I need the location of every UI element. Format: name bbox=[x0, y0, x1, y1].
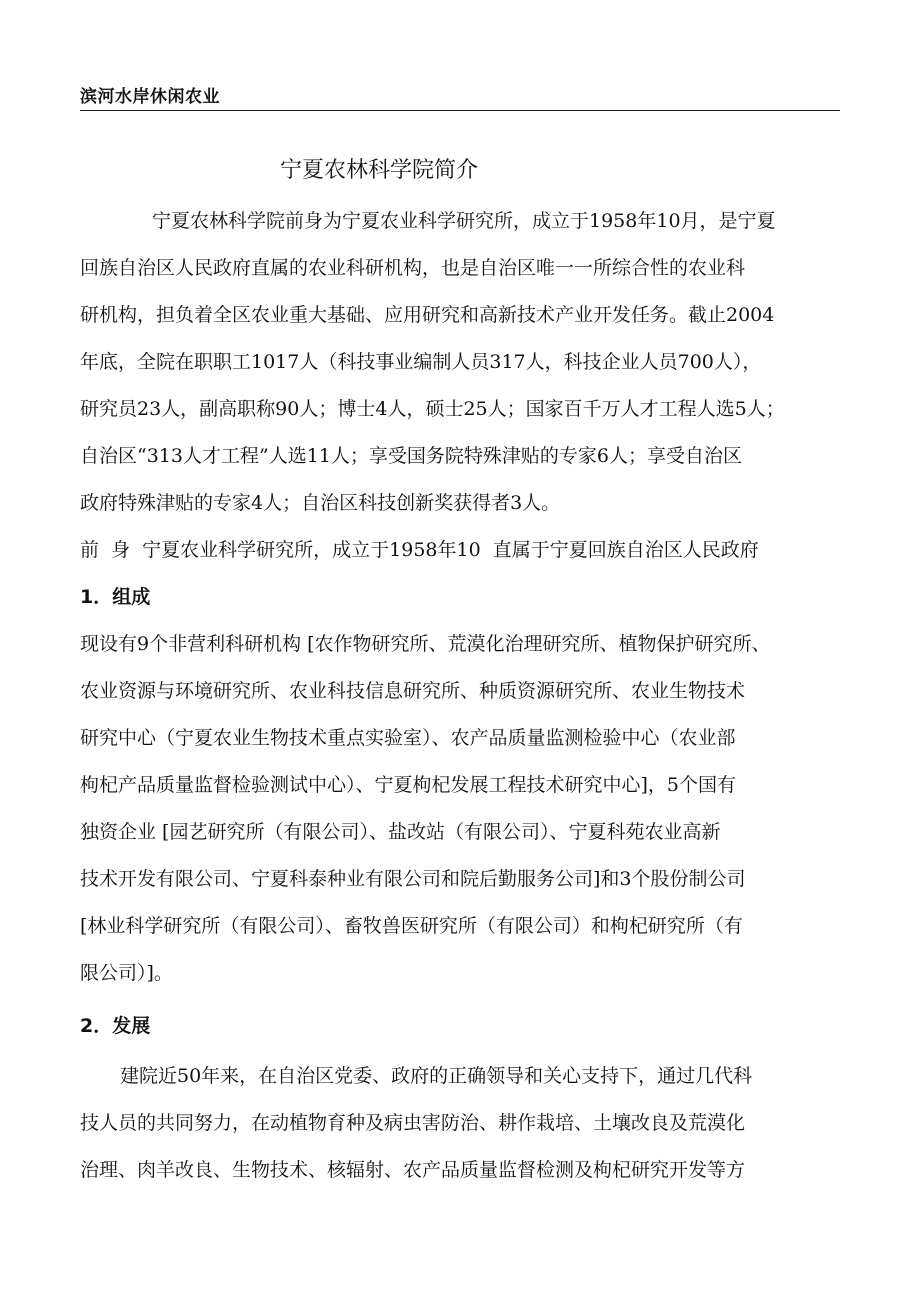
section-1-line-5: 独资企业 [园艺研究所（有限公司）、盐改站（有限公司）、宁夏科苑农业高新 bbox=[80, 821, 721, 843]
section-1-line-7: [林业科学研究所（有限公司）、畜牧兽医研究所（有限公司）和枸杞研究所（有 bbox=[80, 915, 743, 937]
header-title: 滨河水岸休闲农业 bbox=[80, 87, 220, 107]
section-2-line-1: 建院近50年来，在自治区党委、政府的正确领导和关心支持下，通过几代科 bbox=[120, 1065, 753, 1087]
section-2-heading: 2．发展 bbox=[80, 1015, 151, 1037]
intro-line-1: 宁夏农林科学院前身为宁夏农业科学研究所，成立于1958年10月，是宁夏 bbox=[152, 210, 776, 232]
section-1-line-6: 技术开发有限公司、宁夏科泰种业有限公司和院后勤服务公司]和3个股份制公司 bbox=[80, 868, 746, 890]
section-1-line-3: 研究中心（宁夏农业生物技术重点实验室）、农产品质量监测检验中心（农业部 bbox=[80, 727, 736, 749]
section-2-line-3: 治理、肉羊改良、生物技术、核辐射、农产品质量监督检测及枸杞研究开发等方 bbox=[80, 1159, 746, 1181]
intro-line-5: 研究员23人，副高职称90人；博士4人，硕士25人；国家百千万人才工程人选5人； bbox=[80, 398, 785, 420]
intro-line-2: 回族自治区人民政府直属的农业科研机构，也是自治区唯一一所综合性的农业科 bbox=[80, 257, 746, 279]
section-1-line-1: 现设有9个非营利科研机构 [农作物研究所、荒漠化治理研究所、植物保护研究所、 bbox=[80, 633, 771, 655]
document-title: 宁夏农林科学院简介 bbox=[280, 158, 479, 183]
intro-line-6: 自治区“313人才工程”人选11人；享受国务院特殊津贴的专家6人；享受自治区 bbox=[80, 445, 742, 467]
intro-line-4: 年底，全院在职职工1017人（科技事业编制人员317人，科技企业人员700人）， bbox=[80, 351, 762, 373]
intro-line-7: 政府特殊津贴的专家4人；自治区科技创新奖获得者3人。 bbox=[80, 492, 561, 514]
section-2-line-2: 技人员的共同努力，在动植物育种及病虫害防治、耕作栽培、土壤改良及荒漠化 bbox=[80, 1112, 746, 1134]
section-1-line-8: 限公司）]。 bbox=[80, 962, 173, 984]
section-1-line-2: 农业资源与环境研究所、农业科技信息研究所、种质资源研究所、农业生物技术 bbox=[80, 680, 746, 702]
section-1-heading: 1．组成 bbox=[80, 586, 151, 608]
section-1-line-4: 枸杞产品质量监督检验测试中心）、宁夏枸杞发展工程技术研究中心]，5个国有 bbox=[80, 774, 737, 796]
predecessor-line: 前 身 宁夏农业科学研究所，成立于1958年10 直属于宁夏回族自治区人民政府 bbox=[80, 539, 759, 561]
page-header bbox=[80, 86, 840, 111]
intro-line-3: 研机构，担负着全区农业重大基础、应用研究和高新技术产业开发任务。截止2004 bbox=[80, 304, 775, 326]
